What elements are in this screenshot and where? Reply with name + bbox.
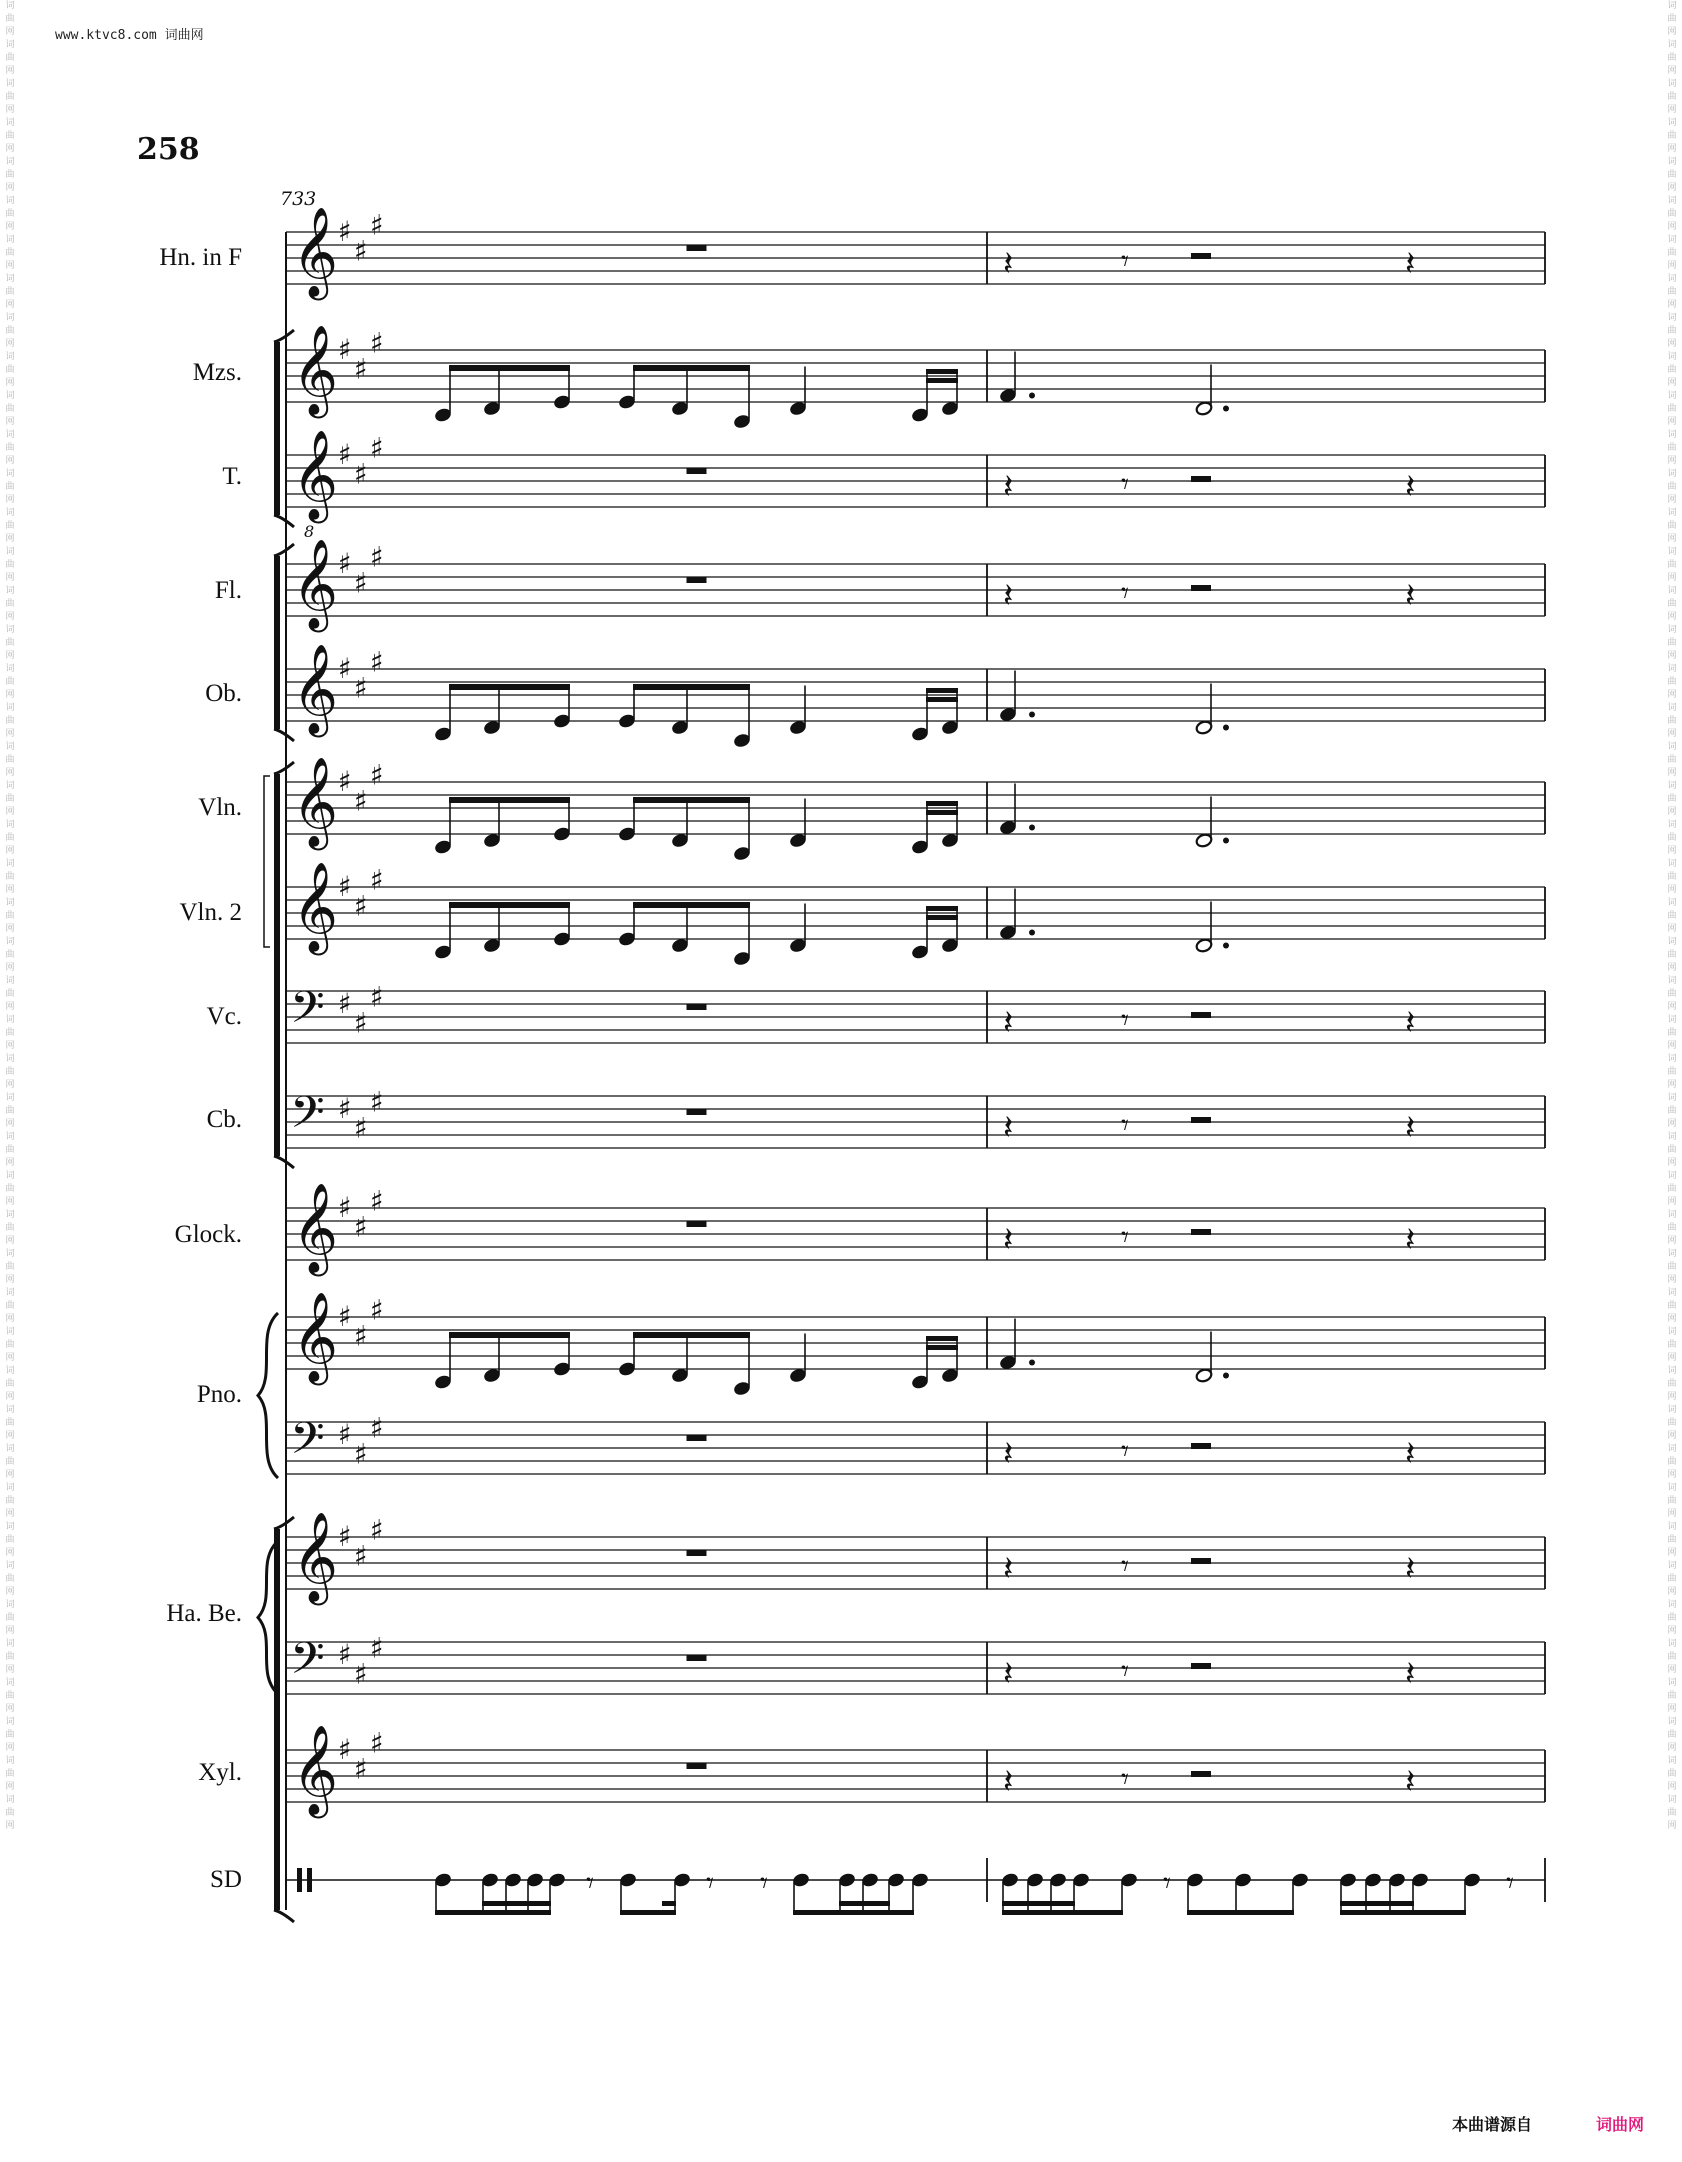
woodwind-bracket-cap bbox=[274, 729, 294, 741]
beam bbox=[633, 684, 750, 690]
quarter-rest: 𝄽 bbox=[1003, 1220, 1014, 1260]
beam bbox=[1340, 1910, 1466, 1915]
sharp-icon: ♯ bbox=[370, 980, 384, 1014]
sharp-icon: ♯ bbox=[354, 784, 368, 818]
bass-clef-icon: 𝄢 bbox=[290, 981, 325, 1044]
beam bbox=[633, 902, 750, 908]
quarter-rest: 𝄽 bbox=[1405, 1434, 1416, 1474]
staff-12 bbox=[286, 1412, 1545, 1476]
sharp-icon: ♯ bbox=[338, 547, 352, 580]
sharp-icon: ♯ bbox=[354, 457, 368, 491]
whole-rest bbox=[687, 1655, 707, 1661]
staff-8 bbox=[286, 981, 1545, 1045]
treble-clef-icon: 𝄞 bbox=[292, 325, 339, 415]
eighth-rest: 𝄾 bbox=[586, 1866, 594, 1901]
sharp-icon: ♯ bbox=[354, 1111, 368, 1145]
quarter-rest: 𝄽 bbox=[1003, 467, 1014, 507]
beam bbox=[1187, 1910, 1294, 1915]
dot bbox=[1223, 406, 1229, 412]
sharp-icon: ♯ bbox=[338, 1520, 352, 1553]
sharp-icon: ♯ bbox=[370, 326, 384, 360]
measure-number: 733 bbox=[280, 188, 317, 210]
dot bbox=[1223, 838, 1229, 844]
whole-rest bbox=[687, 577, 707, 583]
eighth-rest: 𝄾 bbox=[760, 1866, 768, 1901]
treble-clef-icon: 𝄞 bbox=[292, 644, 339, 734]
sharp-icon: ♯ bbox=[370, 645, 384, 679]
quarter-rest: 𝄽 bbox=[1003, 1108, 1014, 1148]
instrument-label: Hn. in F bbox=[159, 244, 242, 271]
eighth-rest: 𝄾 bbox=[1121, 576, 1129, 611]
dot bbox=[1029, 930, 1035, 936]
instrument-label: T. bbox=[222, 463, 242, 490]
staff-6 bbox=[286, 757, 1545, 861]
bass-clef-icon: 𝄢 bbox=[290, 1086, 325, 1149]
percussion-bracket-cap bbox=[274, 1910, 294, 1922]
sharp-icon: ♯ bbox=[370, 863, 384, 897]
sharp-icon: ♯ bbox=[354, 1210, 368, 1244]
sharp-icon: ♯ bbox=[338, 987, 352, 1020]
sharp-icon: ♯ bbox=[354, 889, 368, 923]
staff-10 bbox=[286, 1183, 1545, 1277]
half-rest bbox=[1191, 253, 1211, 259]
site-watermark[interactable]: www.ktvc8.com 词曲网 bbox=[55, 28, 204, 43]
eighth-rest: 𝄾 bbox=[1121, 1549, 1129, 1584]
whole-rest bbox=[687, 1221, 707, 1227]
dot bbox=[1223, 943, 1229, 949]
instrument-label: Glock. bbox=[174, 1221, 242, 1248]
beam bbox=[449, 365, 570, 371]
sharp-icon: ♯ bbox=[370, 1631, 384, 1665]
staff-3 bbox=[286, 430, 1545, 541]
bass-clef-icon: 𝄢 bbox=[290, 1632, 325, 1695]
sharp-icon: ♯ bbox=[370, 1293, 384, 1327]
half-rest bbox=[1191, 1771, 1211, 1777]
eighth-rest: 𝄾 bbox=[1121, 1220, 1129, 1255]
beam bbox=[926, 1336, 958, 1341]
beam bbox=[926, 915, 958, 920]
sharp-icon: ♯ bbox=[370, 758, 384, 792]
beam bbox=[633, 365, 750, 371]
quarter-rest: 𝄽 bbox=[1405, 576, 1416, 616]
quarter-rest: 𝄽 bbox=[1003, 1003, 1014, 1043]
instrument-label: Cb. bbox=[206, 1106, 242, 1133]
whole-rest bbox=[687, 245, 707, 251]
treble-clef-icon: 𝄞 bbox=[292, 430, 339, 520]
instrument-label: Pno. bbox=[196, 1381, 242, 1408]
quarter-rest: 𝄽 bbox=[1003, 576, 1014, 616]
instrument-label: Xyl. bbox=[198, 1759, 242, 1786]
voice-bracket-cap bbox=[274, 515, 294, 527]
beam bbox=[620, 1910, 676, 1915]
quarter-rest: 𝄽 bbox=[1003, 1654, 1014, 1694]
woodwind-bracket bbox=[274, 556, 280, 729]
dot bbox=[1223, 725, 1229, 731]
instrument-label: Vln. 2 bbox=[179, 899, 242, 926]
sharp-icon: ♯ bbox=[354, 1006, 368, 1040]
eighth-rest: 𝄾 bbox=[1121, 244, 1129, 279]
quarter-rest: 𝄽 bbox=[1003, 244, 1014, 284]
instrument-label: Vc. bbox=[206, 1003, 242, 1030]
beam bbox=[1002, 1901, 1075, 1906]
staff-14 bbox=[286, 1632, 1545, 1696]
whole-rest bbox=[687, 468, 707, 474]
quarter-rest: 𝄽 bbox=[1405, 1654, 1416, 1694]
sharp-icon: ♯ bbox=[338, 1191, 352, 1224]
half-rest bbox=[1191, 1012, 1211, 1018]
bass-clef-icon: 𝄢 bbox=[290, 1412, 325, 1475]
eighth-rest: 𝄾 bbox=[706, 1866, 714, 1901]
sharp-icon: ♯ bbox=[354, 1437, 368, 1471]
treble-clef-icon: 𝄞 bbox=[292, 1292, 339, 1382]
half-rest bbox=[1191, 1229, 1211, 1235]
dot bbox=[1223, 1373, 1229, 1379]
footer-site-link[interactable]: 词曲网 bbox=[1596, 2115, 1645, 2134]
strings-bracket-cap bbox=[274, 762, 294, 774]
sharp-icon: ♯ bbox=[354, 1539, 368, 1573]
sharp-icon: ♯ bbox=[354, 1657, 368, 1691]
piano-brace bbox=[258, 1313, 278, 1478]
half-rest bbox=[1191, 476, 1211, 482]
sharp-icon: ♯ bbox=[370, 1085, 384, 1119]
half-rest bbox=[1191, 1558, 1211, 1564]
sharp-icon: ♯ bbox=[338, 215, 352, 248]
sharp-icon: ♯ bbox=[370, 1184, 384, 1218]
sharp-icon: ♯ bbox=[338, 1733, 352, 1766]
eighth-rest: 𝄾 bbox=[1121, 1434, 1129, 1469]
beam bbox=[839, 1901, 890, 1906]
whole-rest bbox=[687, 1763, 707, 1769]
staff-9 bbox=[286, 1086, 1545, 1150]
percussion-bracket-cap bbox=[274, 1517, 294, 1529]
quarter-rest: 𝄽 bbox=[1405, 1003, 1416, 1043]
voice-bracket bbox=[274, 342, 280, 515]
sharp-icon: ♯ bbox=[354, 1319, 368, 1353]
instrument-label: Ha. Be. bbox=[166, 1600, 242, 1627]
woodwind-bracket-cap bbox=[274, 544, 294, 556]
beam bbox=[449, 1332, 570, 1338]
sharp-icon: ♯ bbox=[354, 352, 368, 386]
beam bbox=[633, 1332, 750, 1338]
staff-snare-drum bbox=[286, 1858, 1545, 1915]
sharp-icon: ♯ bbox=[370, 1513, 384, 1547]
page-number: 258 bbox=[137, 132, 200, 167]
beam bbox=[1340, 1901, 1414, 1906]
treble-clef-icon: 𝄞 bbox=[292, 757, 339, 847]
staff-15 bbox=[286, 1725, 1545, 1819]
beam bbox=[926, 369, 958, 374]
sharp-icon: ♯ bbox=[338, 1418, 352, 1451]
eighth-rest: 𝄾 bbox=[1506, 1866, 1514, 1901]
staff-11 bbox=[286, 1292, 1545, 1396]
staff-2 bbox=[286, 325, 1545, 429]
beam bbox=[926, 801, 958, 806]
beam bbox=[662, 1901, 676, 1906]
treble-clef-icon: 𝄞 bbox=[292, 862, 339, 952]
dot bbox=[1029, 1360, 1035, 1366]
whole-rest bbox=[687, 1550, 707, 1556]
voice-bracket-cap bbox=[274, 330, 294, 342]
quarter-rest: 𝄽 bbox=[1405, 244, 1416, 284]
treble-clef-icon: 𝄞 bbox=[292, 1725, 339, 1815]
eighth-rest: 𝄾 bbox=[1163, 1866, 1171, 1901]
sharp-icon: ♯ bbox=[370, 208, 384, 242]
octave-mark: 8 bbox=[304, 522, 315, 541]
quarter-rest: 𝄽 bbox=[1003, 1762, 1014, 1802]
quarter-rest: 𝄽 bbox=[1405, 467, 1416, 507]
instrument-label: Mzs. bbox=[192, 359, 242, 386]
staff-13 bbox=[286, 1512, 1545, 1606]
sharp-icon: ♯ bbox=[354, 566, 368, 600]
quarter-rest: 𝄽 bbox=[1405, 1549, 1416, 1589]
eighth-rest: 𝄾 bbox=[1121, 1762, 1129, 1797]
beam bbox=[926, 688, 958, 693]
footer-source-text: 本曲谱源自 bbox=[1452, 2115, 1533, 2134]
half-rest bbox=[1191, 585, 1211, 591]
sharp-icon: ♯ bbox=[338, 1638, 352, 1671]
quarter-rest: 𝄽 bbox=[1405, 1108, 1416, 1148]
half-rest bbox=[1191, 1117, 1211, 1123]
beam bbox=[926, 810, 958, 815]
dot bbox=[1029, 393, 1035, 399]
treble-clef-icon: 𝄞 bbox=[292, 1512, 339, 1602]
strings-bracket-cap bbox=[274, 1156, 294, 1168]
staff-1 bbox=[286, 207, 1545, 301]
sharp-icon: ♯ bbox=[370, 540, 384, 574]
half-rest bbox=[1191, 1663, 1211, 1669]
eighth-rest: 𝄾 bbox=[1121, 1654, 1129, 1689]
half-rest bbox=[1191, 1443, 1211, 1449]
staff-4 bbox=[286, 539, 1545, 633]
sharp-icon: ♯ bbox=[354, 671, 368, 705]
beam bbox=[926, 697, 958, 702]
quarter-rest: 𝄽 bbox=[1405, 1220, 1416, 1260]
sharp-icon: ♯ bbox=[338, 870, 352, 903]
whole-rest bbox=[687, 1109, 707, 1115]
eighth-rest: 𝄾 bbox=[1121, 467, 1129, 502]
dot bbox=[1029, 712, 1035, 718]
instrument-label: SD bbox=[210, 1866, 242, 1893]
sharp-icon: ♯ bbox=[338, 1300, 352, 1333]
instrument-label: Fl. bbox=[214, 577, 242, 604]
beam bbox=[435, 1910, 551, 1915]
treble-clef-icon: 𝄞 bbox=[292, 539, 339, 629]
dot bbox=[1029, 825, 1035, 831]
sharp-icon: ♯ bbox=[338, 765, 352, 798]
sharp-icon: ♯ bbox=[338, 333, 352, 366]
violin-subbracket bbox=[264, 776, 270, 947]
whole-rest bbox=[687, 1435, 707, 1441]
instrument-label: Ob. bbox=[205, 680, 242, 707]
staff-7 bbox=[286, 862, 1545, 966]
strings-bracket bbox=[274, 774, 280, 1156]
quarter-rest: 𝄽 bbox=[1405, 1762, 1416, 1802]
sharp-icon: ♯ bbox=[370, 1726, 384, 1760]
sharp-icon: ♯ bbox=[370, 431, 384, 465]
side-watermark-left: 词曲网词曲网词曲网词曲网词曲网词曲网词曲网词曲网词曲网词曲网词曲网词曲网词曲网词曲网词曲网词曲网词曲网词曲网词曲网词曲网词曲网词曲网词曲网词曲网词曲网词曲网词曲网词曲网词曲网词曲网词曲网词曲网词曲网词曲网词曲网词曲网词曲网词曲网词曲网词曲网词曲网词曲网词曲网词曲网词曲网词曲网词曲网 bbox=[5, 1, 15, 1831]
treble-clef-icon: 𝄞 bbox=[292, 1183, 339, 1273]
sharp-icon: ♯ bbox=[354, 234, 368, 268]
staff-5 bbox=[286, 644, 1545, 748]
beam bbox=[926, 1345, 958, 1350]
beam bbox=[449, 684, 570, 690]
beam bbox=[482, 1901, 551, 1906]
percussion-clef-icon bbox=[297, 1868, 302, 1892]
percussion-bracket bbox=[274, 1529, 280, 1910]
sharp-icon: ♯ bbox=[338, 438, 352, 471]
beam bbox=[449, 902, 570, 908]
sharp-icon: ♯ bbox=[338, 652, 352, 685]
percussion-clef-icon bbox=[307, 1868, 312, 1892]
sharp-icon: ♯ bbox=[354, 1752, 368, 1786]
quarter-rest: 𝄽 bbox=[1003, 1434, 1014, 1474]
beam bbox=[633, 797, 750, 803]
beam bbox=[926, 378, 958, 383]
whole-rest bbox=[687, 1004, 707, 1010]
eighth-rest: 𝄾 bbox=[1121, 1003, 1129, 1038]
beam bbox=[449, 797, 570, 803]
beam bbox=[926, 906, 958, 911]
treble-clef-icon: 𝄞 bbox=[292, 207, 339, 297]
eighth-rest: 𝄾 bbox=[1121, 1108, 1129, 1143]
beam bbox=[1002, 1910, 1123, 1915]
side-watermark-right: 词曲网词曲网词曲网词曲网词曲网词曲网词曲网词曲网词曲网词曲网词曲网词曲网词曲网词曲网词曲网词曲网词曲网词曲网词曲网词曲网词曲网词曲网词曲网词曲网词曲网词曲网词曲网词曲网词曲网词曲网词曲网词曲网词曲网词曲网词曲网词曲网词曲网词曲网词曲网词曲网词曲网词曲网词曲网词曲网词曲网词曲网词曲网 bbox=[1667, 1, 1677, 1831]
quarter-rest: 𝄽 bbox=[1003, 1549, 1014, 1589]
sharp-icon: ♯ bbox=[338, 1092, 352, 1125]
instrument-label: Vln. bbox=[198, 794, 242, 821]
beam bbox=[793, 1910, 914, 1915]
sharp-icon: ♯ bbox=[370, 1411, 384, 1445]
